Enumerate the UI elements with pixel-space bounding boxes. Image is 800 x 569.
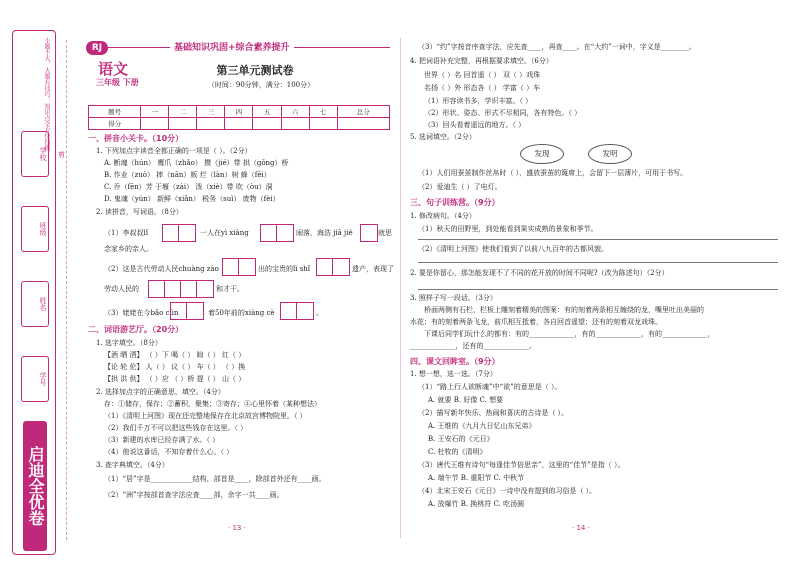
fill-line: 下课后同学们玩什么的都有：有的_____________，有的_____________，有的_____________，	[424, 330, 715, 338]
q2-line-b: 遗产，表现了	[352, 265, 394, 273]
fill-line: _____________，还有的_____________。	[410, 342, 536, 350]
fill-row: 世界（ ）名 回首遥（ ） 双（ ）戏珠	[424, 71, 541, 79]
passage-line: 桥面两侧有石栏，栏板上雕刻着精美的图案：有的刻着两条相互缠绕的龙，嘴里吐出美丽的	[424, 306, 704, 314]
sub-question: （1）《清明上河图》现在还完整地保存在北京故宫博物院里。（ ）	[104, 412, 307, 420]
q2-line-b: 出的宝贵的lì shǐ	[258, 265, 311, 273]
answer-line[interactable]	[418, 289, 778, 290]
question-1: 1. 下列加点字读音全都正确的一项是（ ）。（2分）	[96, 147, 252, 155]
question-3-right: 3. 照样子写一段话。（3分）	[410, 294, 497, 302]
sub-question: （3）新建的水库已经存满了水。（ ）	[104, 436, 220, 444]
class-field[interactable]: 班级	[21, 206, 49, 252]
question-4: 2. 选择加点字的正确意思，填空。（4分）	[96, 388, 225, 396]
option-row: C. 杜牧的《清明》	[428, 448, 487, 456]
score-header-row: 题号 一 二 三 四 五 六 七 总分	[89, 106, 390, 118]
page-number-left: · 13 ·	[228, 524, 246, 532]
grade-label: 三年级 下册	[96, 78, 139, 87]
answer-line[interactable]	[418, 239, 778, 240]
pinyin-answer-grid[interactable]	[360, 224, 378, 242]
cut-mark: 剪	[58, 151, 65, 159]
pinyin-answer-grid[interactable]	[162, 224, 196, 242]
section-3-heading: 三、句子训练营。（9分）	[410, 198, 500, 207]
score-value-row: 得分	[89, 118, 390, 130]
word-choice-oval: 发明	[588, 144, 632, 164]
fill-row: 【论 轮 伦】 人（ ） 议（ ） 车（ ） （ ）换	[104, 363, 246, 371]
fill-row: 【拱 洪 供】 （ ）应 （ ）桥 提（ ） 山（ ）	[104, 375, 246, 383]
sub-question: （1）人们用蚕茧制作丝帛时（ ），盛放蚕茧的篾席上，会留下一层薄片，可用于书写。	[418, 169, 688, 177]
definition-line: 存：①储存，保存；②蓄积，聚集；③寄存；④心里怀着（某种想法）	[104, 400, 321, 408]
pinyin-answer-grid[interactable]	[222, 258, 256, 276]
q2-line-c: 着50年前的xiàng cè	[208, 309, 275, 317]
q2-line-a: 念家乡的亲人。	[104, 245, 153, 253]
sub-question: （4）北宋王安石《元日》一诗中没有提到的习俗是（ ）。	[418, 487, 597, 495]
question-1-right: 1. 修改病句。（4分）	[410, 212, 476, 220]
q2-line-a: 就思	[378, 229, 392, 237]
option-row: A. 端午节 B. 重阳节 C. 中秋节	[428, 474, 525, 482]
sub-question: （3）唐代王维有诗句“每逢佳节倍思亲”，这里的“佳节”是指（ ）。	[418, 461, 625, 469]
binding-strip	[12, 30, 56, 555]
question-4-right: 4. 把词语补充完整，再根据要求填空。（6分）	[410, 57, 553, 65]
q2-line-a: 一人在yì xiàng	[200, 229, 249, 237]
question-2: 2. 读拼音，写词语。（8分）	[96, 208, 183, 216]
word-choice-oval: 发现	[520, 144, 564, 164]
page-divider	[400, 38, 401, 538]
q2-line-a: 闹落，海浩 jiā jié	[296, 229, 353, 237]
q2-line-c: （3）姥姥在今bǎo cún	[104, 309, 179, 317]
edition-badge: RJ	[86, 41, 108, 55]
q2-line-b: 和才干。	[216, 285, 244, 293]
fill-row: 【酒 晒 洒】 （ ）下 喝（ ） 晾（ ） 红（ ）	[104, 351, 246, 359]
sub-question: （3）回头看着遥远的地方。（ ）	[424, 121, 526, 129]
question-3: 1. 选字填空。（8分）	[96, 339, 162, 347]
answer-line[interactable]	[418, 262, 778, 263]
school-field[interactable]: 学校	[21, 131, 49, 177]
strip-slogan: 小题不大，大题有技巧，知识点全方位扫描	[43, 37, 50, 151]
sub-question: （2）“洲”字按部首查字法应查____部，余字一共____画。	[104, 491, 284, 499]
student-id-field[interactable]: 学号	[21, 356, 49, 402]
q2-line-b: 劳动人民的	[104, 285, 139, 293]
sub-question: （1）“路上行人欲断魂”中“欲”的意思是（ ）。	[418, 383, 562, 391]
subject-title: 语文	[98, 60, 129, 78]
sub-question: （3）“约”字按音序查字法，应先查____，再查____。在“大约”一词中，字义是________。	[418, 43, 696, 51]
option-row: A. 断魂（hún） 鹰爪（zhǎo） 攒（jié）带 拱（gǒng）桥	[104, 159, 289, 167]
passage-line: 水花；有的刻着两条飞龙，前爪相互抵着，各自回首遥望；还有的刻着双龙戏珠。	[410, 318, 662, 326]
question-1-right: 1. 想一想，选一选。（7分）	[410, 370, 497, 378]
sub-question: （2）我们千万不可以把这些钱存在这里。（ ）	[104, 424, 248, 432]
page-number-right: · 14 ·	[572, 524, 590, 532]
sub-question: （1）形容读书多，学识丰富。（ ）	[424, 97, 533, 105]
option-row: A. 就要 B. 好像 C. 想要	[428, 396, 504, 404]
sub-question: （2）描写新年快乐、热闹和喜庆的古诗是（ ）。	[418, 409, 569, 417]
test-title: 第三单元测试卷	[216, 64, 294, 77]
section-4-heading: 四、课文回眸室。（9分）	[410, 357, 500, 366]
test-meta: （时间：90分钟，满分：100分）	[207, 81, 315, 89]
question-5-right: 5. 选词填空。（2分）	[410, 133, 476, 141]
option-row: C. 乔（fēn）芳 于堰（zài） 泼（xiè）带 吹（òu）洞	[104, 183, 273, 191]
pinyin-answer-grid[interactable]	[280, 302, 314, 320]
series-title: 基础知识巩固+综合素养提升	[170, 40, 294, 53]
option-row: A. 放爆竹 B. 换桃符 C. 吃汤圆	[428, 500, 525, 508]
q2-line-b: （2）这是古代劳动人民chuàng zào	[104, 265, 219, 273]
pinyin-answer-grid[interactable]	[260, 224, 294, 242]
sub-question: （4）他说这番话，不知存着什么心。（ ）	[104, 448, 234, 456]
option-row: A. 王维的《九月九日忆山东兄弟》	[428, 422, 536, 430]
section-2-heading: 二、词语游艺厅。（20分）	[88, 325, 184, 334]
section-1-heading: 一、拼音小关卡。（10分）	[88, 134, 184, 143]
score-table	[88, 105, 390, 130]
brand-logo: 启迪全优卷	[23, 421, 47, 551]
pinyin-answer-grid[interactable]	[148, 280, 214, 298]
q2-line-a: （1）李叔叔lǐ	[104, 229, 148, 237]
q2-line-c: 。	[316, 309, 323, 317]
sub-question: （2）《清明上河图》使我们看到了以前八九百年的古都风貌。	[418, 245, 608, 253]
pinyin-answer-grid[interactable]	[170, 302, 204, 320]
sub-question: （1）秋天的田野里，到处能看到果实成熟的景象和季节。	[418, 225, 598, 233]
question-5: 3. 查字典填空。（4分）	[96, 461, 169, 469]
option-row: B. 作业（zuò） 摔（nān）贩 烂（làn）树 蜂（fēi）	[104, 171, 271, 179]
option-row: D. 鬼魂（yún） 新鲜（xiǎn） 税务（suì） 废物（fèi）	[104, 195, 280, 203]
sub-question: （1）“居”字是____________结构，部首是____，除部首外还有____画。	[104, 475, 326, 483]
sub-question: （2）形状、姿态、形式不尽相同，各有特色。（ ）	[424, 109, 582, 117]
question-2-right: 2. 要是你留心，那怎能发现不了不同的花开放的时间不同呢?（改为陈述句）（2分）	[410, 269, 669, 277]
fold-line	[66, 40, 67, 540]
name-field[interactable]: 姓名	[21, 281, 49, 327]
option-row: B. 王安石的《元日》	[428, 435, 494, 443]
fill-row: 名扬（ ）外 形态各（ ） 学富（ ）车	[424, 84, 541, 92]
pinyin-answer-grid[interactable]	[316, 258, 350, 276]
sub-question: （2）爱迪生（ ）了电灯。	[418, 183, 502, 191]
